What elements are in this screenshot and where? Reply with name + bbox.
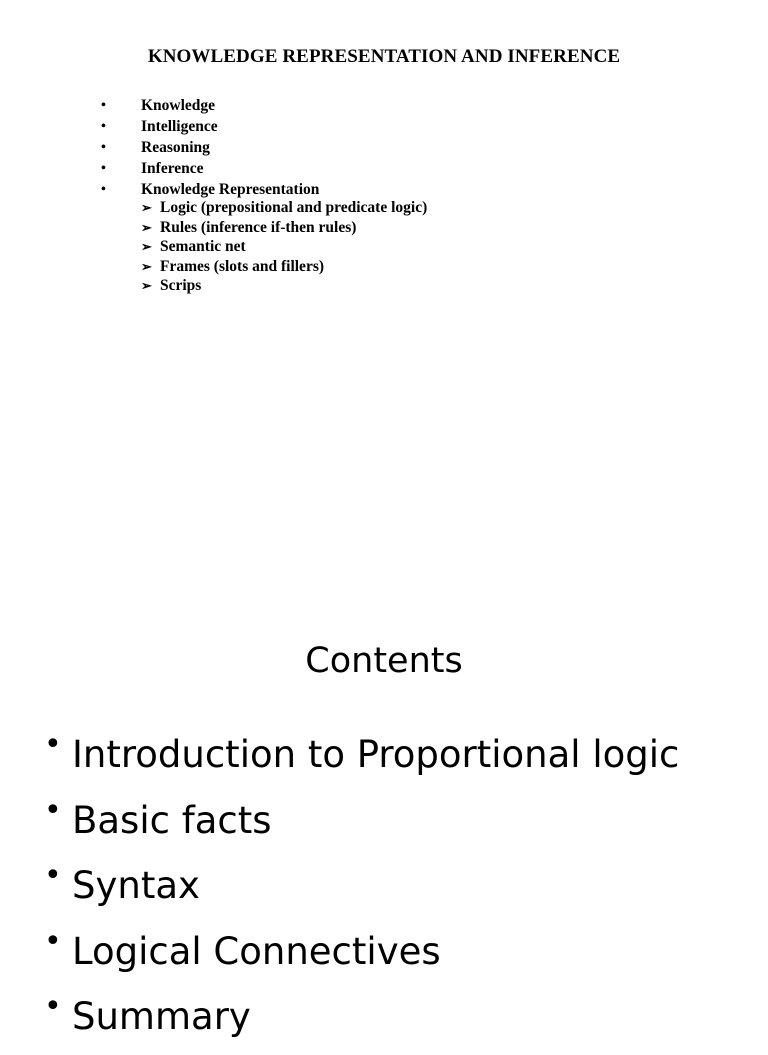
contents-item-label: Basic facts [72,798,272,842]
bullet-icon: • [44,858,62,893]
bullet-icon: • [101,140,106,155]
bullet-icon: • [101,161,106,176]
bullet-icon: • [44,727,62,762]
page-title: KNOWLEDGE REPRESENTATION AND INFERENCE [147,46,621,67]
bullet-icon: • [44,792,62,828]
sub-list-item-label: Rules (inference if-then rules) [160,218,357,236]
bullet-icon: • [101,119,106,134]
list-item-label: Knowledge [141,97,216,114]
list-item-label: Intelligence [141,118,218,135]
arrow-bullet-icon: ➢ [141,200,152,215]
sub-list-item-label: Semantic net [160,238,246,256]
bullet-icon: • [101,98,106,113]
slide-title: Contents [305,641,463,681]
bullet-icon: • [44,923,62,959]
arrow-bullet-icon: ➢ [141,278,152,294]
arrow-bullet-icon: ➢ [141,219,152,235]
arrow-bullet-icon: ➢ [141,239,152,255]
sub-list-item-label: Frames (slots and fillers) [160,257,325,275]
contents-item-label: Logical Connectives [72,929,441,973]
list-item-label: Reasoning [141,139,210,156]
sub-list-item-label: Logic (prepositional and predicate logic) [160,199,428,216]
bullet-icon: • [101,182,106,197]
list-item-label: Inference [141,160,204,177]
arrow-bullet-icon: ➢ [141,258,152,274]
sub-list-item-label: Scrips [160,277,202,295]
contents-item-label: Summary [72,995,251,1038]
contents-item-label: Syntax [72,864,200,907]
bullet-icon: • [44,989,62,1024]
contents-item-label: Introduction to Proportional logic [72,733,680,776]
list-item-label: Knowledge Representation [141,181,320,198]
contents-slide [0,600,768,1038]
